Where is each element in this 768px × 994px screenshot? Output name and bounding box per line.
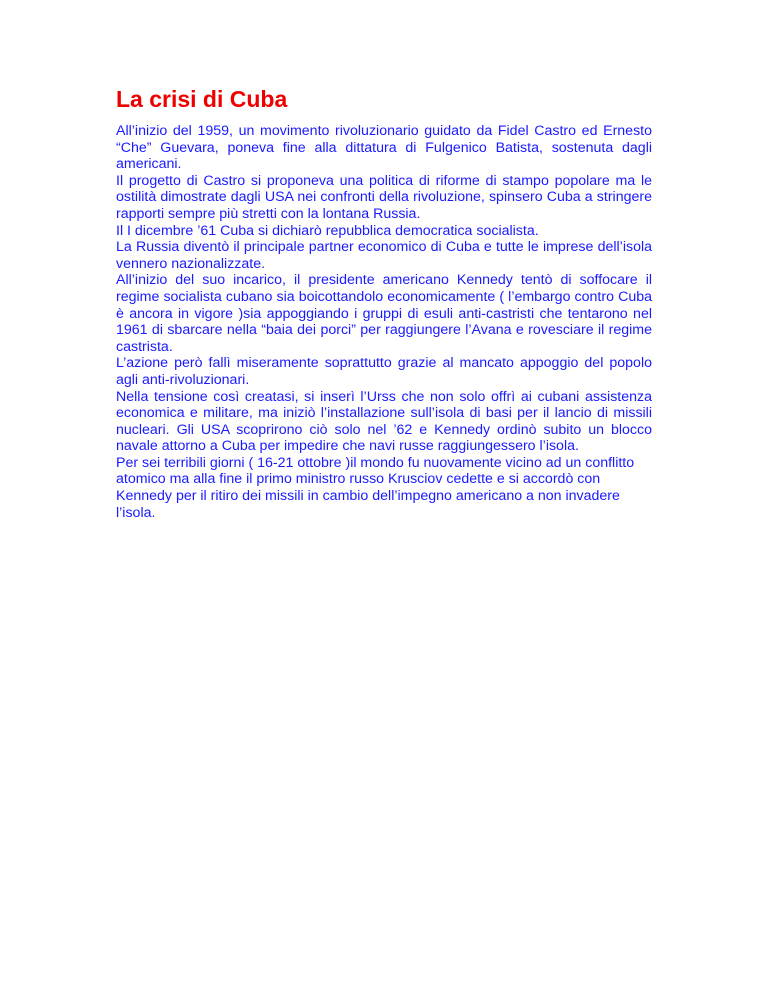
paragraph-kennedy-embargo: All’inizio del suo incarico, il presidente americano Kennedy tentò di soffocare il regime socialista cubano sia boicottandolo economicamente ( l’embargo contro Cuba è ancora in vigore )sia appoggiando i gruppi di esuli anti-castristi che tentarono nel 1961 di sbarcare nella “baia dei porci” per raggiungere l’Avana e rovesciare il regime castrista.	[116, 272, 652, 355]
paragraph-castro-revolution: All’inizio del 1959, un movimento rivoluzionario guidato da Fidel Castro ed Ernesto “Che” Guevara, poneva fine alla dittatura di Fulgenico Batista, sostenuta dagli americani.	[116, 123, 652, 173]
document-title: La crisi di Cuba	[116, 86, 288, 112]
paragraph-socialist-republic: Il I dicembre ’61 Cuba si dichiarò repubblica democratica socialista.	[116, 222, 539, 239]
document-content	[116, 85, 652, 521]
paragraph-crisis-resolution: Per sei terribili giorni ( 16-21 ottobre )il mondo fu nuovamente vicino ad un conflitto atomico ma alla fine il primo ministro russo Krusciov cedette e si accordò con Kennedy per il ritiro dei missili in cambio dell’impegno americano a non invadere l’isola.	[116, 454, 635, 521]
paragraph-castro-project: Il progetto di Castro si proponeva una politica di riforme di stampo popolare ma le ostilità dimostrate dagli USA nei confronti della rivoluzione, spinsero Cuba a stringere rapporti sempre più stretti con la lontana Russia.	[116, 172, 652, 222]
paragraph-failed-action: L’azione però fallì miseramente soprattutto grazie al mancato appoggio del popolo agli anti-rivoluzionari.	[116, 355, 652, 388]
paragraph-russia-partner: La Russia diventò il principale partner economico di Cuba e tutte le imprese dell’isola vennero nazionalizzate.	[116, 239, 652, 272]
paragraph-urss-missiles: Nella tensione così creatasi, si inserì l’Urss che non solo offrì ai cubani assistenza economica e militare, ma iniziò l’installazione sull’isola di basi per il lancio di missili nucleari. Gli USA scoprirono ciò solo nel ’62 e Kennedy ordinò subito un blocco navale attorno a Cuba per impedire che navi russe raggiungessero l’isola.	[116, 388, 652, 455]
